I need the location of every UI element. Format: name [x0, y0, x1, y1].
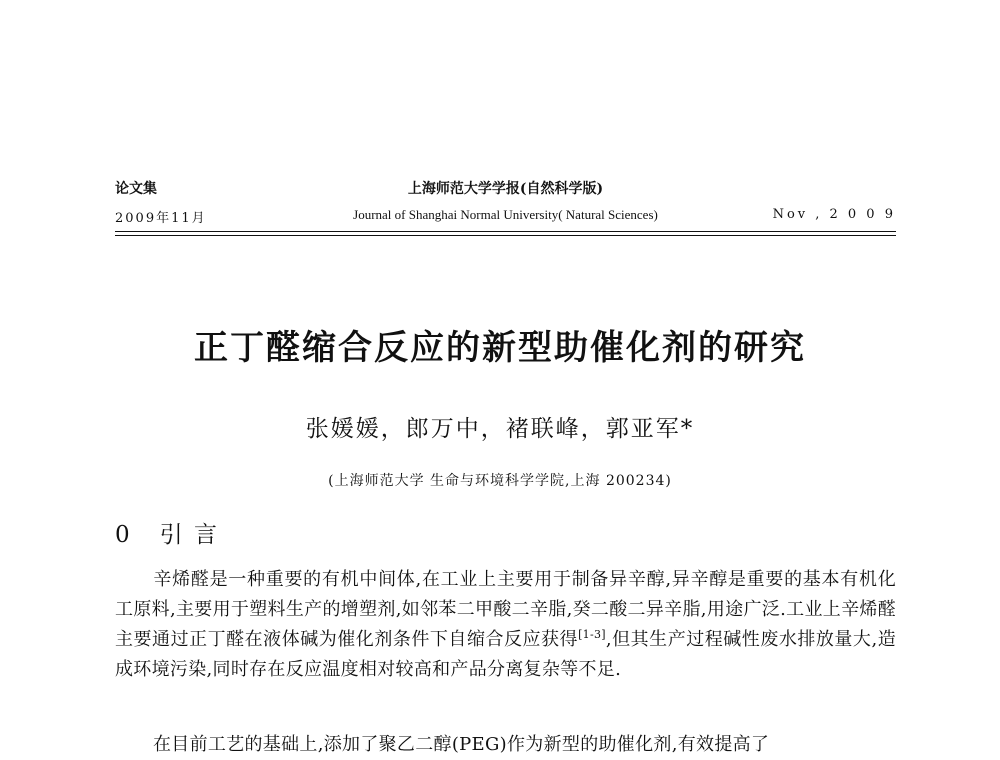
header-category: 论文集 [115, 181, 157, 197]
section-title: 引 言 [159, 522, 219, 548]
header-rule-bottom [115, 235, 896, 236]
article-authors: 张媛媛，郎万中，褚联峰，郭亚军* [305, 416, 695, 442]
section-number: 0 [115, 522, 132, 548]
paragraph-1-text-b: ,但其生产过程碱性废水排放量大,造成环境污染,同时存在反应温度相对较高和产品分离复杂等不足. [115, 629, 896, 680]
paragraph-2 [115, 730, 896, 760]
header-journal-cn: 上海师范大学学报(自然科学版) [407, 181, 604, 197]
header-date-cn: 2009年11月 [115, 211, 207, 226]
paragraph-1 [115, 565, 896, 715]
header-rule-top [115, 231, 896, 232]
paragraph-2-text: 在目前工艺的基础上,添加了聚乙二醇(PEG)作为新型的助催化剂,有效提高了 [153, 734, 770, 755]
citation-ref[interactable]: [1-3] [578, 628, 606, 641]
article-title: 正丁醛缩合反应的新型助催化剂的研究 [194, 328, 806, 368]
header-journal-en: Journal of Shanghai Normal University( Natural Sciences) [353, 207, 658, 222]
section-heading [115, 516, 219, 549]
header-date-en: Nov , 2 0 0 9 [772, 207, 896, 222]
article-affiliation: (上海师范大学 生命与环境科学学院,上海 200234) [328, 473, 672, 489]
paragraph-1-text-a: 辛烯醛是一种重要的有机中间体,在工业上主要用于制备异辛醇,异辛醇是重要的基本有机化工原料,主要用于塑料生产的增塑剂,如邻苯二甲酸二辛脂,癸二酸二异辛脂,用途广泛.工业上辛烯醛主要通过正丁醛在液体碱为催化剂条件下自缩合反应获得 [115, 569, 896, 650]
running-header-bottom [115, 207, 896, 229]
running-header-top [115, 178, 896, 198]
